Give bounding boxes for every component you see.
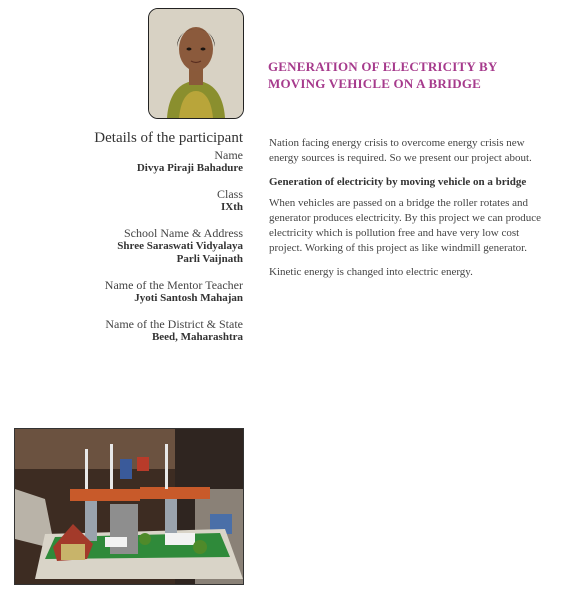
school-value-line1: Shree Saraswati Vidyalaya [117, 240, 243, 252]
project-title-line1: GENERATION OF ELECTRICITY BY [268, 59, 498, 74]
participant-photo [148, 8, 244, 119]
district-value: Beed, Maharashtra [151, 331, 243, 343]
school-field [60, 226, 243, 266]
project-model-photo [14, 428, 244, 585]
school-label: School Name & Address [124, 226, 243, 240]
mentor-field [60, 278, 243, 305]
class-value: IXth [220, 201, 243, 213]
project-title [268, 58, 538, 92]
participant-photo-image [149, 9, 243, 118]
class-label: Class [216, 187, 243, 201]
project-model-image [15, 429, 243, 584]
mentor-label: Name of the Mentor Teacher [104, 278, 243, 292]
participant-details [60, 130, 243, 356]
school-value-line2: Parli Vaijnath [176, 253, 243, 265]
class-field [60, 187, 243, 214]
district-label: Name of the District & State [105, 317, 243, 331]
name-value: Divya Piraji Bahadure [136, 162, 243, 174]
energy-paragraph: Kinetic energy is changed into electric energy. [269, 266, 473, 278]
project-description [269, 136, 549, 289]
intro-paragraph: Nation facing energy crisis to overcome energy crisis new energy sources is required. So we present our project about. [269, 137, 532, 164]
details-heading: Details of the participant [94, 130, 243, 146]
description-subheading: Generation of electricity by moving vehicle on a bridge [269, 176, 527, 188]
district-field [60, 317, 243, 344]
working-paragraph: When vehicles are passed on a bridge the roller rotates and generator produces electricity. By this project we can produce electricity which is pollution free and have very low cost project. Working of this project as like windmill generator. [269, 197, 542, 254]
project-title-line2: MOVING VEHICLE ON A BRIDGE [268, 76, 481, 91]
name-label: Name [214, 148, 243, 162]
name-field [60, 148, 243, 175]
mentor-value: Jyoti Santosh Mahajan [134, 292, 243, 304]
